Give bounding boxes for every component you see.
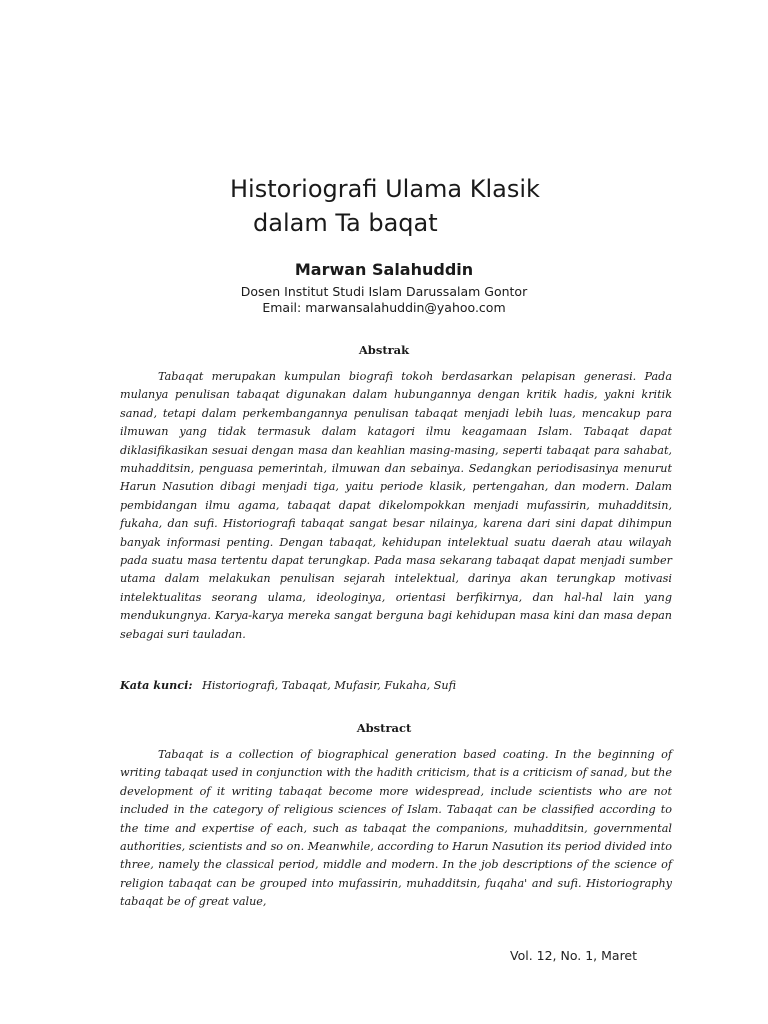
- journal-footer: Vol. 12, No. 1, Maret: [510, 948, 638, 963]
- title-line-2: dalam Ta baqat: [253, 209, 438, 237]
- author-email: Email: marwansalahuddin@yahoo.com: [262, 300, 506, 315]
- keywords-value: Historiografi, Tabaqat, Mufasir, Fukaha, Sufi: [202, 679, 457, 692]
- author-affiliation: Dosen Institut Studi Islam Darussalam Gontor: [240, 284, 528, 299]
- paper-title: [200, 172, 580, 240]
- abstrak-heading: Abstrak: [358, 343, 410, 357]
- keywords-label: Kata kunci:: [120, 678, 193, 692]
- author-affiliation-block: [0, 284, 768, 316]
- title-line-1: Historiografi Ulama Klasik: [230, 175, 540, 203]
- author-name: Marwan Salahuddin: [294, 260, 474, 279]
- abstrak-text: Tabaqat merupakan kumpulan biografi tokoh berdasarkan pelapisan generasi. Pada mulanya penulisan tabaqat digunakan dalam hubungannya dengan kritik hadis, yakni kritik sanad, tetapi dalam perkembangannya penulisan tabaqat menjadi lebih luas, mencakup para ilmuwan yang tidak termasuk dalam katagori ilmu keagamaan Islam. Tabaqat dapat diklasifikasikan sesuai dengan masa dan keahlian masing-masing, seperti tabaqat para sahabat, muhadditsin, penguasa pemerintah, ilmuwan dan sebainya. Sedangkan periodisasinya menurut Harun Nasution dibagi menjadi tiga, yaitu periode klasik, pertengahan, dan modern. Dalam pembidangan ilmu agama, tabaqat dapat dikelompokkan menjadi mufassirin, muhadditsin, fukaha, dan sufi. Historiografi tabaqat sangat besar nilainya, karena dari sini dapat dihimpun banyak informasi penting. Dengan tabaqat, kehidupan intelektual suatu daerah atau wilayah pada suatu masa tertentu dapat terungkap. Pada masa sekarang tabaqat dapat menjadi sumber utama dalam melakukan penulisan sejarah intelektual, darinya akan terungkap motivasi intelektualitas seorang ulama, ideologinya, orientasi berfikirnya, dan hal-hal lain yang mendukungnya. Karya-karya mereka sangat berguna bagi kehidupan masa kini dan masa depan sebagai suri tauladan.: [120, 370, 672, 641]
- abstract-text: Tabaqat is a collection of biographical generation based coating. In the beginning of writing tabaqat used in conjunction with the hadith criticism, that is a criticism of sanad, but the development of it writing tabaqat become more widespread, include scientists who are not included in the category of religious sciences of Islam. Tabaqat can be classified according to the time and expertise of each, such as tabaqat the companions, muhadditsin, governmental authorities, scientists and so on. Meanwhile, according to Harun Nasution its period divided into three, namely the classical period, middle and modern. In the job descriptions of the science of religion tabaqat can be grouped into mufassirin, muhadditsin, fuqaha' and sufi. Historiography tabaqat be of great value,: [120, 748, 672, 909]
- keywords-line: [120, 678, 672, 692]
- abstract-heading: Abstract: [356, 721, 412, 735]
